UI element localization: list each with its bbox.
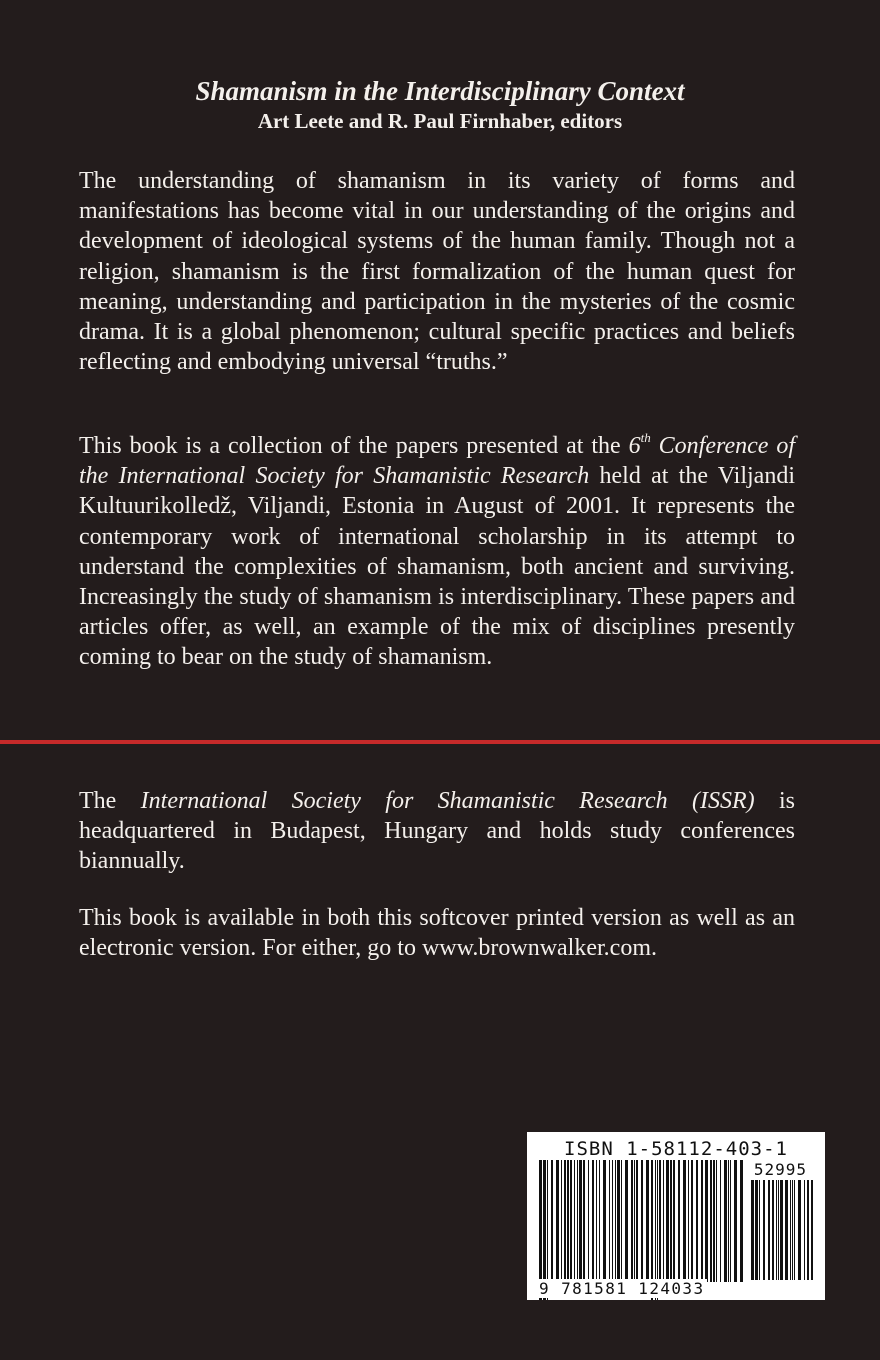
barcode-bar (724, 1160, 727, 1282)
blurb-text: held at the Viljandi Kultuurikolledž, Viljandi, Estonia in August of 2001. It represents the contemporary work of international scholarship in its attempt to understand the complexities of shamanism, both ancient and surviving. Increasingly the study of shamanism is interdisciplinary. These papers and articles offer, as well, an example of the mix of disciplines presently coming to bear on the study of shamanism. (79, 463, 796, 671)
barcode-bar (646, 1160, 649, 1282)
barcode-bar (811, 1180, 813, 1280)
red-divider (0, 740, 880, 744)
barcode-bar (561, 1160, 562, 1282)
barcode-bar (696, 1160, 698, 1282)
barcode-bar (617, 1160, 620, 1282)
barcode-bar (634, 1160, 635, 1282)
organization-name: International Society for Shamanistic Research (ISSR) (140, 788, 755, 814)
barcode-bar (740, 1160, 743, 1282)
barcode-bar (785, 1180, 788, 1280)
barcode-bar (603, 1160, 606, 1282)
isbn-label: ISBN 1-58112-403-1 (564, 1138, 788, 1160)
blurb-paragraph-2 (79, 431, 795, 673)
barcode-bar (768, 1180, 770, 1280)
barcode-bar (636, 1160, 638, 1282)
barcode-bar (730, 1160, 731, 1282)
barcode-bar (705, 1160, 708, 1282)
barcode-bar (609, 1160, 610, 1282)
barcode-bar (551, 1160, 553, 1282)
barcode-bar (599, 1160, 600, 1282)
barcode-bar (564, 1160, 566, 1282)
ordinal-suffix: th (640, 430, 651, 445)
barcode-bar (804, 1180, 805, 1280)
barcode-bar (666, 1160, 669, 1282)
barcode-bar (720, 1160, 721, 1282)
blurb-paragraph-1: The understanding of shamanism in its variety of forms and manifestations has become vital in our understanding of the origins and development of ideological systems of the human family. Though not a religion, shamanism is the first formalization of the human quest for meaning, understanding and participation in the mysteries of the cosmic drama. It is a global phenomenon; cultural specific practices and beliefs reflecting and embodying universal “truths.” (79, 168, 795, 376)
barcode-bar (713, 1160, 715, 1282)
barcode-bar (659, 1160, 661, 1282)
about-paragraph-2: This book is available in both this softcover printed version as well as an electronic version. For either, go to www.brownwalker.com. (79, 905, 795, 962)
barcode-bar (776, 1180, 777, 1280)
barcode-bar (792, 1180, 793, 1280)
blurb-text: This book is a collection of the papers presented at the (79, 433, 629, 459)
barcode-bar (583, 1160, 585, 1282)
barcode-bar (625, 1160, 628, 1282)
barcode-bar (683, 1160, 686, 1282)
barcode-bar (759, 1180, 760, 1280)
barcode-bar (612, 1160, 613, 1282)
barcode-bar (716, 1160, 717, 1282)
about-text: is headquartered in Budapest, Hungary and holds study conferences biannually. (79, 788, 796, 875)
barcode-bar (778, 1180, 779, 1280)
about-paragraph-1 (79, 786, 795, 877)
conference-title: Conference of the International Society for Shamanistic Research (79, 433, 795, 490)
barcode-bar (670, 1160, 672, 1282)
barcode-bar (574, 1160, 575, 1282)
ean-digits: 9 781581 124033 (539, 1279, 705, 1298)
barcode-bar (556, 1160, 559, 1282)
barcode-bar (678, 1160, 680, 1282)
barcode-bar (641, 1160, 643, 1282)
ordinal-number: 6 (628, 433, 641, 459)
barcode-bar (780, 1180, 783, 1280)
book-title: Shamanism in the Interdisciplinary Context (195, 76, 685, 106)
barcode-bar (663, 1160, 664, 1282)
barcode-bar (691, 1160, 693, 1282)
barcode-bar (734, 1160, 737, 1282)
barcode-bar (701, 1160, 703, 1282)
barcode-bar (790, 1180, 791, 1280)
barcode-bar (728, 1160, 729, 1282)
barcode-bar (710, 1160, 712, 1282)
barcode-bar (577, 1160, 578, 1282)
barcode-bar (763, 1180, 765, 1280)
isbn-barcode (527, 1132, 825, 1300)
barcode-bar (751, 1180, 754, 1280)
barcode-bar (631, 1160, 633, 1282)
barcode-bar (615, 1160, 616, 1282)
barcode-bar (579, 1160, 582, 1282)
barcode-bar (688, 1160, 689, 1282)
book-editors: Art Leete and R. Paul Firnhaber, editors (257, 109, 623, 133)
barcode-bar (807, 1180, 809, 1280)
barcode-bar (621, 1160, 622, 1282)
barcode-bar (755, 1180, 758, 1280)
barcode-bar (794, 1180, 795, 1280)
barcode-bar (673, 1160, 675, 1282)
barcode-bar (592, 1160, 594, 1282)
price-addon-digits: 52995 (753, 1160, 807, 1179)
barcode-bar (772, 1180, 774, 1280)
barcode-bar (570, 1160, 572, 1282)
about-text: The (79, 788, 141, 814)
barcode-bar (596, 1160, 597, 1282)
barcode-bar (567, 1160, 569, 1282)
barcode-bar (798, 1180, 801, 1280)
addon-barcode-bars (751, 1180, 813, 1298)
barcode-bar (588, 1160, 589, 1282)
